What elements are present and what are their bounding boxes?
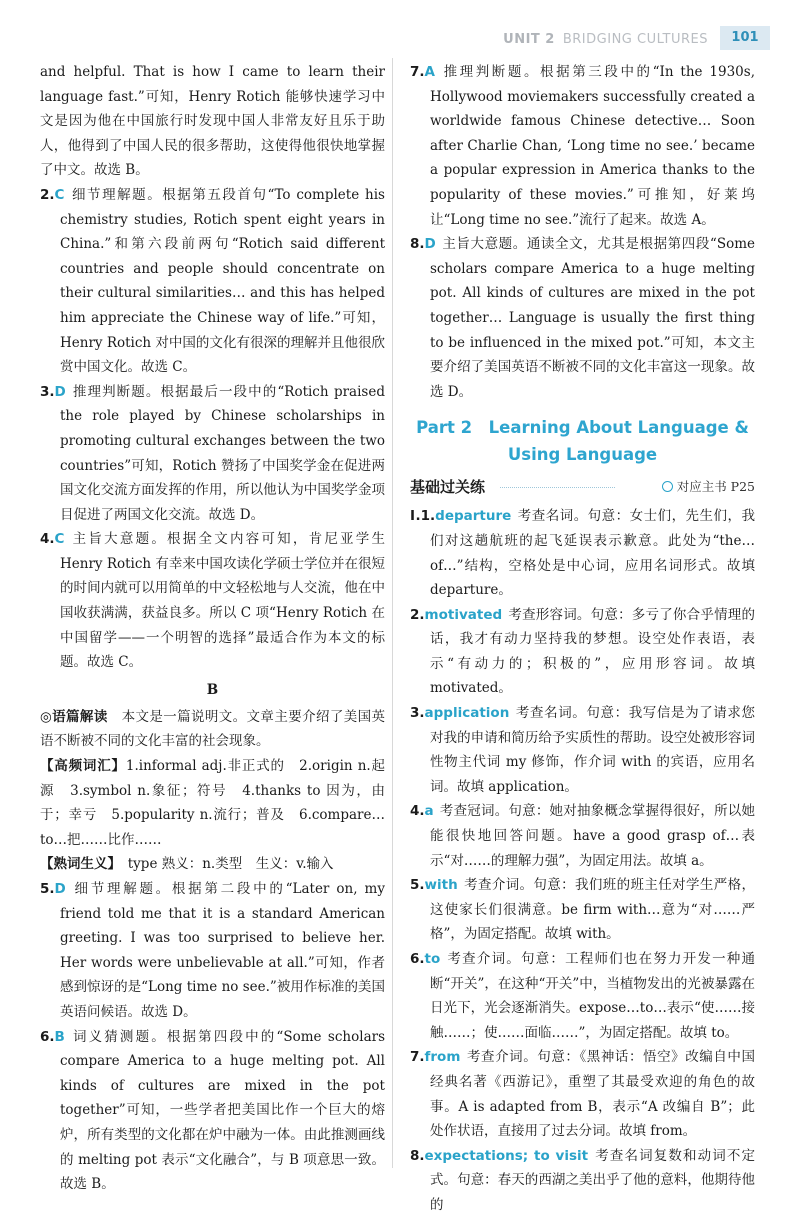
exercise-item	[410, 947, 755, 1045]
word-meaning-label: 【熟词生义】	[40, 856, 115, 873]
vocabulary-block	[40, 754, 385, 852]
answer-key: to	[424, 951, 441, 967]
practice-heading	[410, 474, 755, 500]
word-meaning-block	[40, 852, 385, 877]
search-icon	[662, 481, 673, 492]
answer-item	[40, 1025, 385, 1197]
answer-key: motivated	[424, 606, 503, 623]
answer-key: departure	[435, 508, 512, 525]
answer-explanation: 考查介词。句意：我们班的班主任对学生严格，这使家长们很满意。be firm with…意为“对……严格”，为固定搭配。故填 with。	[430, 877, 755, 943]
column-divider	[392, 58, 393, 1168]
item-number: 5.	[410, 877, 425, 894]
unit-label: UNIT 2	[503, 32, 555, 47]
vocabulary-text: 1.informal adj.非正式的 2.origin n.起源 3.symbol n.象征；符号 4.thanks to 因为，由于；幸亏 5.popularity n.流行；普及 6.compare…to…把……比作……	[40, 758, 385, 848]
item-number: Ⅰ.1.	[410, 508, 436, 525]
reference-text: 对应主书 P25	[676, 479, 755, 495]
answer-key: expectations; to visit	[424, 1147, 589, 1164]
exercise-item	[410, 873, 755, 947]
item-number: 8.	[410, 1147, 425, 1164]
answer-key: B	[54, 1028, 65, 1045]
exercise-item	[410, 1045, 755, 1143]
continued-explanation: and helpful. That is how I came to learn their language fast.”可知，Henry Rotich 能够快速学习中文是因为他在中国旅行时发现中国人非常友好且乐于助人，他得到了中国人民的很多帮助，这使得他很快地掌握了中文。故选 B。	[40, 64, 385, 179]
answer-item	[40, 380, 385, 528]
item-number: 7.	[410, 1049, 425, 1066]
page-number: 101	[720, 26, 770, 50]
answer-key: D	[424, 236, 436, 253]
running-head	[503, 32, 708, 47]
answer-explanation: 细节理解题。根据第二段中的“Later on, my friend told me that it is a standard American greeting. I was too surprised to believe her. Her words were unbelievable at all.”可知，作者感到惊讶的是“Long time no see.”被用作标准的美国英语问候语。故选 D。	[60, 881, 385, 1020]
part2-title-line1: Part 2 Learning About Language &	[416, 418, 749, 438]
answer-item	[40, 877, 385, 1025]
answer-key: a	[424, 803, 434, 820]
right-column	[410, 60, 755, 1218]
exercise-item	[410, 701, 755, 799]
answer-explanation: 考查名词复数和动词不定式。句意：春天的西湖之美出乎了他的意料，他期待他的	[430, 1147, 755, 1213]
answer-explanation: 推理判断题。根据第三段中的“In the 1930s, Hollywood moviemakers successfully created a worldwide famous Chinese detective… Soon after Charlie Chan, ‘Long time no see.’ became a popular expression in America thanks to the popularity of these movies.”可推知，好莱坞让“Long time no see.”流行了起来。故选 A。	[430, 64, 755, 228]
answer-key: with	[424, 877, 458, 894]
section-b-heading: B	[206, 681, 219, 698]
item-number: 8.	[410, 236, 425, 253]
answer-explanation: 考查介词。句意：工程师们也在努力开发一种通断“开关”，在这种“开关”中，当植物发出的光被暴露在日光下，光会逐渐消失。expose…to…表示“使……接触……；使……面临……”，为固定搭配。故填 to。	[430, 951, 755, 1041]
item-number: 6.	[410, 951, 425, 967]
unit-title: BRIDGING CULTURES	[562, 32, 708, 47]
vocabulary-label: 【高频词汇】	[40, 758, 126, 775]
answer-explanation: 考查介词。句意：《黑神话：悟空》改编自中国经典名著《西游记》，重塑了其最受欢迎的角色的故事。A is adapted from B，表示“A 改编自 B”；此处作状语，直接用了过去分词。故填 from。	[430, 1049, 755, 1140]
page-header	[0, 20, 800, 50]
answer-item	[410, 60, 755, 232]
answer-explanation: 考查名词。句意：我写信是为了请求您对我的申请和简历给予实质性的帮助。设空处被形容词性物主代词 my 修饰，作介词 with 的宾语，应用名词。故填 application。	[430, 705, 755, 795]
answer-explanation: 考查冠词。句意：她对抽象概念掌握得很好，所以她能很快地回答问题。have a good grasp of…表示“对……的理解力强”，为固定用法。故填 a。	[430, 803, 755, 869]
answer-explanation: 词义猜测题。根据第四段中的“Some scholars compare America to a huge melting pot. All kinds of cultures are mixed in the pot together”可知，一些学者把美国比作一个巨大的熔炉，所有类型的文化都在炉中融为一体。由此推测画线的 melting pot 表示“文化融合”，与 B 项意思一致。故选 B。	[60, 1028, 385, 1193]
answer-item	[40, 527, 385, 675]
item-number: 3.	[410, 705, 425, 722]
answer-key: A	[424, 64, 435, 80]
passage-analysis-text: 本文是一篇说明文。文章主要介绍了美国英语不断被不同的文化丰富的社会现象。	[40, 708, 386, 750]
answer-explanation: 考查名词。句意：女士们，先生们，我们对这趟航班的起飞延误表示歉意。此处为“the…of…”结构，空格处是中心词，应用名词形式。故填 departure。	[430, 508, 755, 599]
item-number: 4.	[410, 803, 425, 820]
item-number: 7.	[410, 64, 425, 80]
item-number: 6.	[40, 1028, 55, 1045]
part2-title-line2: Using Language	[507, 445, 658, 465]
exercise-item	[410, 799, 755, 873]
dotted-rule	[500, 487, 615, 488]
word-meaning-text: type 熟义：n.类型 生义：v.输入	[127, 856, 334, 873]
answer-key: C	[54, 186, 65, 203]
answer-item	[410, 232, 755, 404]
practice-reference	[662, 477, 755, 495]
exercise-item	[410, 1144, 755, 1218]
exercise-item	[410, 603, 755, 701]
left-column	[40, 60, 385, 1197]
answer-key: D	[54, 383, 66, 400]
passage-analysis-label: ◎语篇解读	[40, 708, 108, 725]
answer-key: from	[424, 1049, 461, 1066]
answer-key: application	[424, 705, 510, 722]
answer-key: C	[54, 531, 65, 548]
answer-key: D	[54, 881, 66, 897]
item-number: 4.	[40, 531, 55, 548]
answer-explanation: 细节理解题。根据第五段首句“To complete his chemistry studies, Rotich spent eight years in China.”和第六段前两句“Rotich said different countries and people should concentrate on their cultural similarities… and this has helped him appreciate the Chinese way of life.”可知，Henry Rotich 对中国的文化有很深的理解并且他很欣赏中国文化。故选 C。	[60, 186, 385, 376]
answer-item	[40, 183, 385, 380]
answer-explanation: 推理判断题。根据最后一段中的“Rotich praised the role played by Chinese scholarships in promoting cultural exchanges between the two countries”可知，Rotich 赞扬了中国奖学金在促进两国文化交流方面发挥的作用，所以他认为中国奖学金项目促进了两国文化交流。故选 D。	[60, 383, 385, 523]
answer-explanation: 主旨大意题。根据全文内容可知，肯尼亚学生 Henry Rotich 有幸来中国攻读化学硕士学位并在很短的时间内就可以用简单的中文轻松地与人交流，他在中国收获满满，获益良多。所以 C 项“Henry Rotich 在中国留学——一个明智的选择”最适合作为本文的标题。故选 C。	[60, 531, 385, 671]
passage-analysis	[40, 705, 385, 754]
part2-title	[410, 414, 755, 468]
answer-explanation: 主旨大意题。通读全文，尤其是根据第四段“Some scholars compare America to a huge melting pot. All kinds of cultures are mixed in the pot together… Language is usually the first thing to be influenced in the mixed pot.”可知，本文主要介绍了美国英语不断被不同的文化丰富这一现象。故选 D。	[430, 236, 755, 400]
item-number: 2.	[40, 186, 55, 203]
answer-explanation: 考查形容词。句意：多亏了你合乎情理的话，我才有动力坚持我的梦想。设空处作表语，表示“有动力的；积极的”，应用形容词。故填 motivated。	[430, 606, 755, 697]
practice-label: 基础过关练	[410, 478, 486, 497]
item-number: 2.	[410, 606, 425, 623]
exercise-item	[410, 504, 755, 602]
item-number: 5.	[40, 881, 55, 897]
item-number: 3.	[40, 383, 55, 400]
